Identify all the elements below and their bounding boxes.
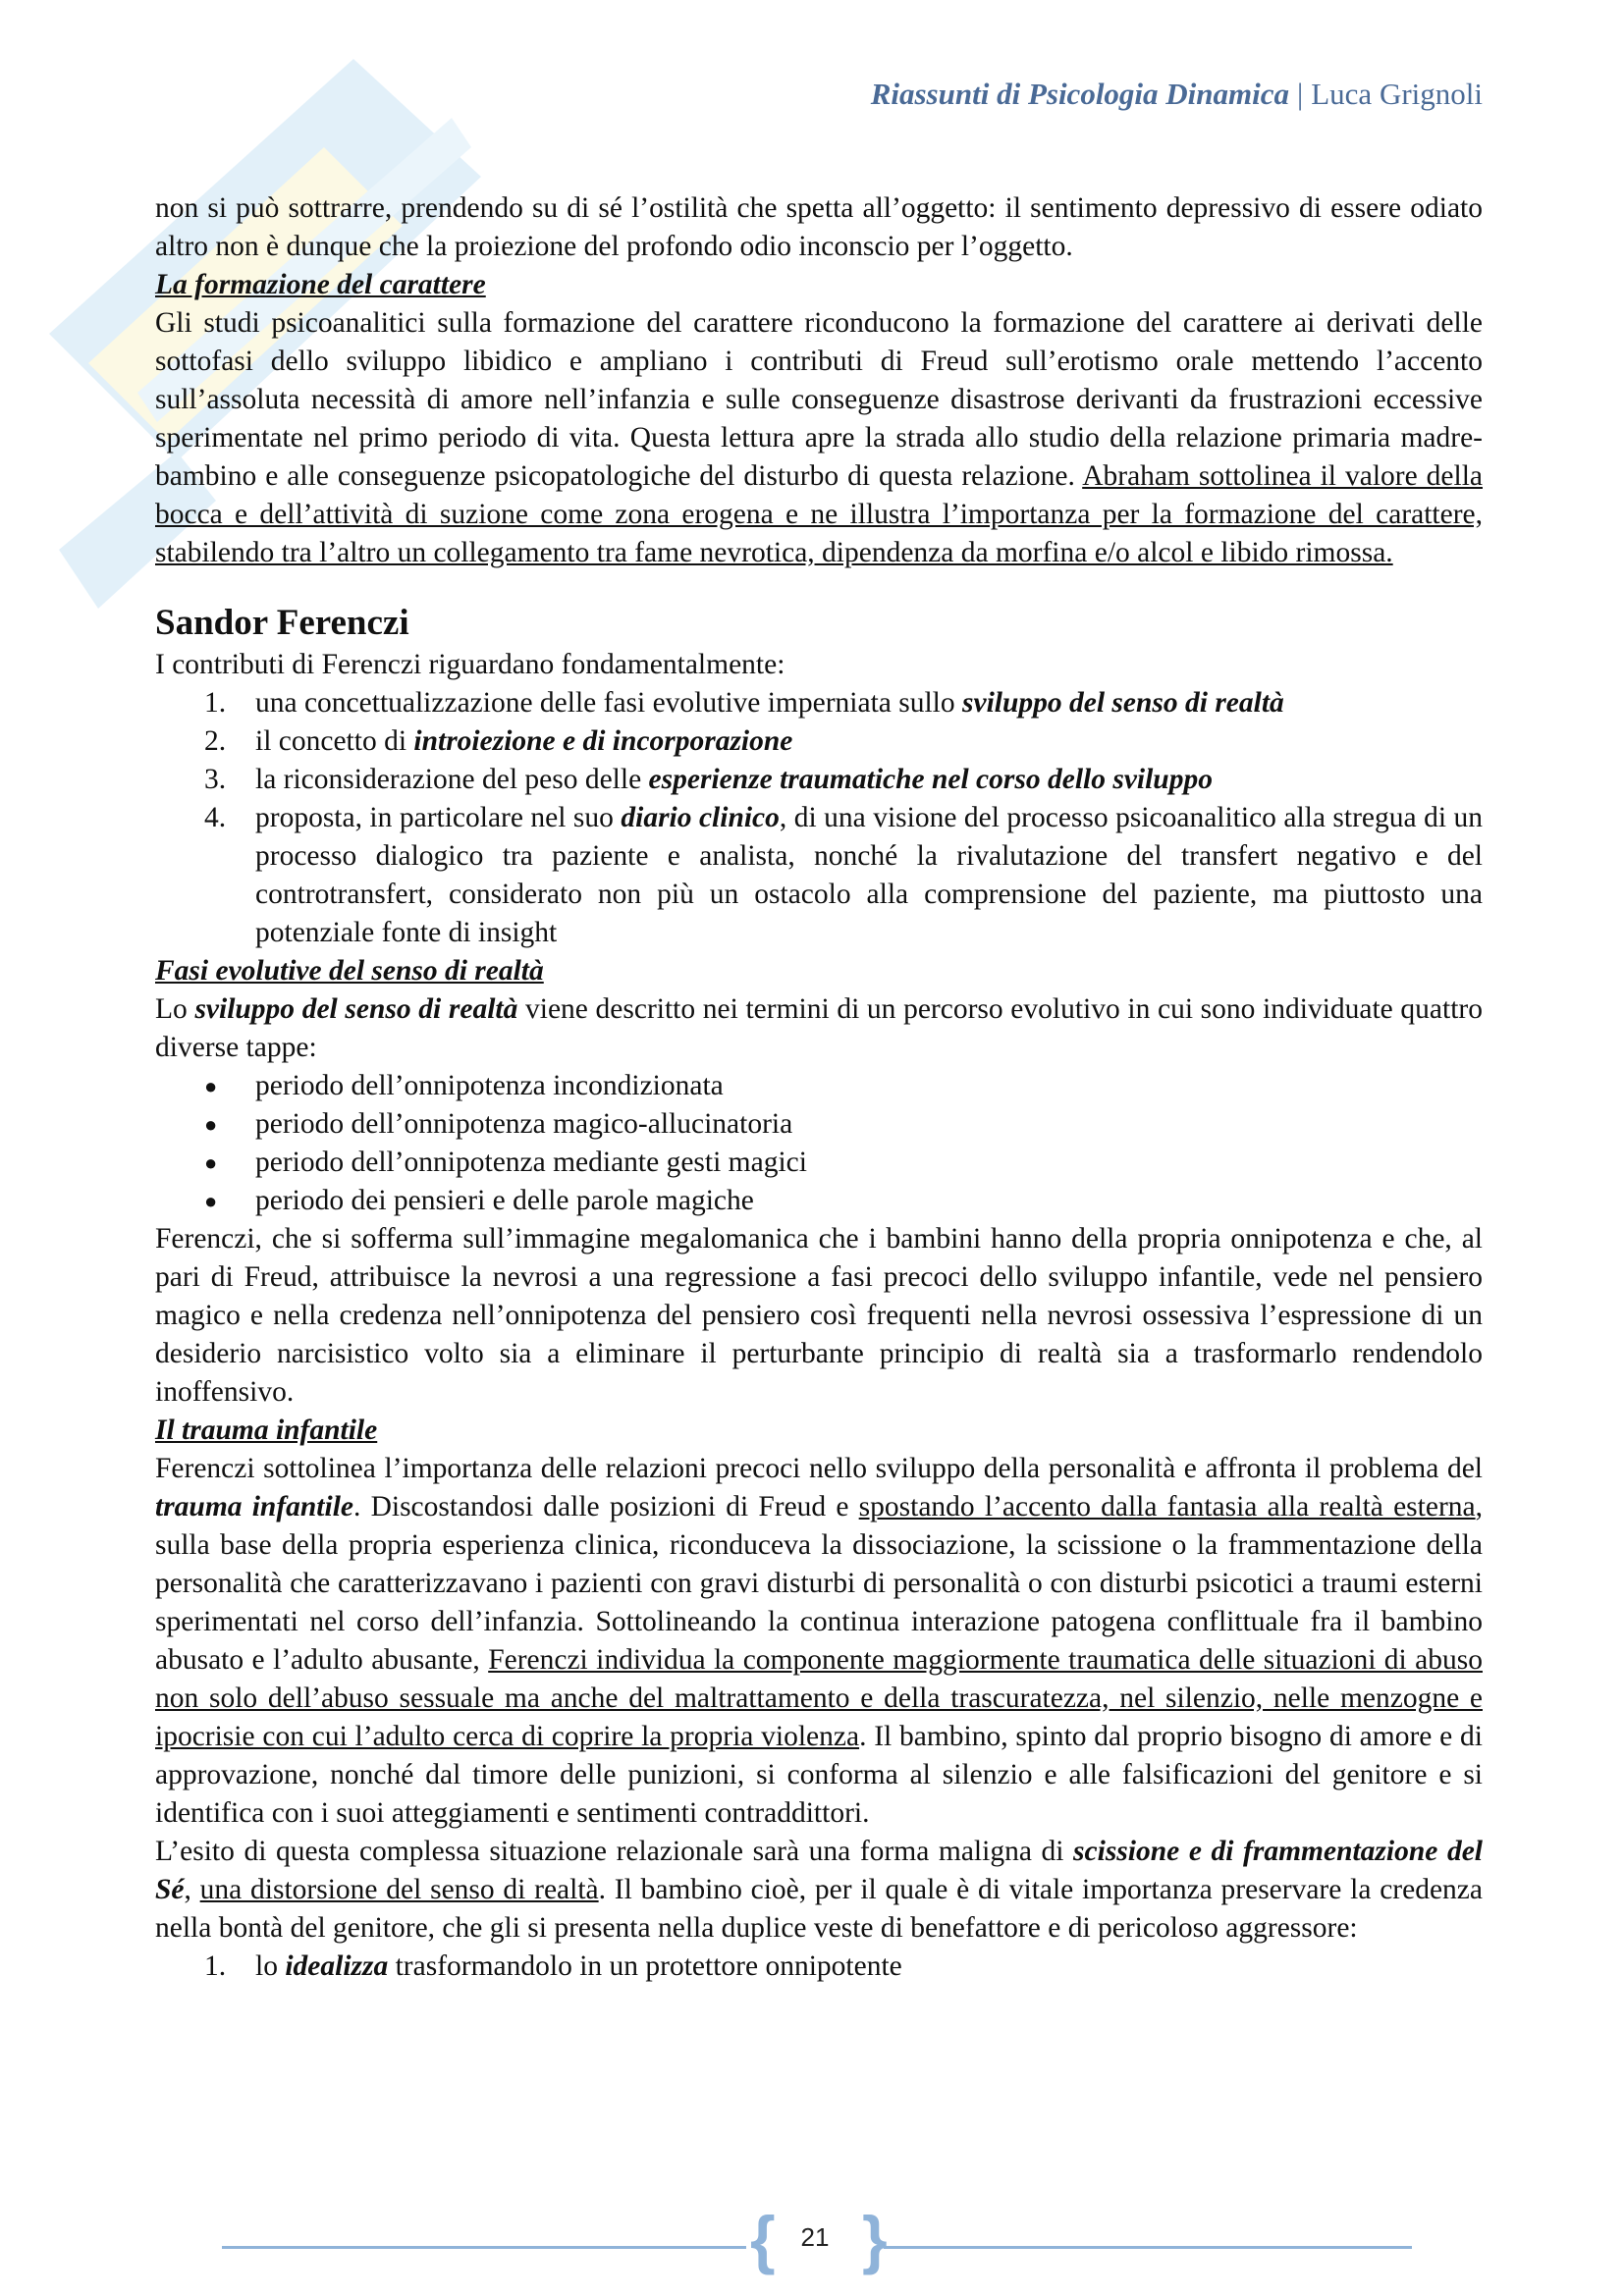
bullet-icon: ●	[204, 1112, 218, 1137]
trauma-underlined: Ferenczi individua la componente maggiormente traumatica delle situazioni di abuso non solo dell’abuso sessuale ma anche del maltrattamento e della trascuratezza, nel silenzio, nelle menzogne e ipocrisie con cui l’adulto cerca di coprire la propria violenza	[155, 1644, 1483, 1752]
trauma-emphasis: trauma infantile	[155, 1491, 353, 1522]
item-emphasis: esperienze traumatiche nel corso dello sviluppo	[648, 764, 1213, 795]
list-item	[155, 1105, 1483, 1144]
footer-brace-left: {	[750, 2203, 776, 2275]
item-text: trasformandolo in un protettore onnipotente	[388, 1950, 902, 1982]
item-text: una concettualizzazione delle fasi evolutive imperniata sullo	[255, 687, 962, 719]
author-name: Luca Grignoli	[1311, 77, 1483, 111]
item-emphasis: sviluppo del senso di realtà	[962, 687, 1284, 719]
list-item	[155, 1948, 1483, 1986]
list-item	[155, 1144, 1483, 1182]
trauma-list	[155, 1948, 1483, 1986]
trauma-underlined: spostando l’accento dalla fantasia alla realtà esterna	[858, 1491, 1476, 1522]
list-item	[155, 684, 1483, 722]
item-text: periodo dell’onnipotenza mediante gesti magici	[255, 1147, 807, 1178]
item-text: periodo dell’onnipotenza magico-allucinatoria	[255, 1108, 793, 1140]
item-text: la riconsiderazione del peso delle	[255, 764, 649, 795]
trauma-text: , sulla base della propria esperienza clinica, riconduceva la dissociazione, la scissione o la frammentazione della personalità che caratterizzavano i pazienti con gravi disturbi di personalità o con disturbi psicotici a traumi esterni sperimentati nel corso dell’infanzia. Sottolineando la continua interazione patogena conflittuale fra il bambino abusato e l’adulto abusante,	[155, 1491, 1483, 1676]
item-text: , di una visione del processo psicoanalitico alla stregua di un processo dialogico tra paziente e analista, nonché la rivalutazione del transfert negativo e del controtransfert, considerato non più un ostacolo alla comprensione del paziente, ma piuttosto una potenziale fonte di insight	[255, 802, 1483, 948]
item-emphasis: introiezione e di incorporazione	[413, 725, 793, 757]
page-content	[155, 189, 1483, 1986]
section-heading-ferenczi: Sandor Ferenczi	[155, 603, 409, 643]
list-number: 4.	[204, 802, 227, 833]
bullet-icon: ●	[204, 1074, 218, 1098]
trauma-text: L’esito di questa complessa situazione relazionale sarà una forma maligna di	[155, 1836, 1074, 1867]
fasi-emphasis: sviluppo del senso di realtà	[194, 993, 518, 1025]
trauma-underlined: una distorsione del senso di realtà	[199, 1874, 599, 1905]
trauma-text: . Il bambino, spinto dal proprio bisogno di amore e di approvazione, nonché dal timore delle punizioni, si conforma al silenzio e alle falsificazioni del genitore e si identifica con i suoi atteggiamenti e sentimenti contraddittori.	[155, 1721, 1483, 1829]
book-title: Riassunti di Psicologia Dinamica	[870, 77, 1290, 111]
page-number: 21	[800, 2222, 830, 2252]
list-number: 1.	[204, 687, 227, 719]
carattere-text: Gli studi psicoanalitici sulla formazione del carattere riconducono la formazione del carattere ai derivati delle sottofasi dello sviluppo libidico e ampliano i contributi di Freud sull’erotismo orale mettendo l’accento sull’assoluta necessità di amore nell’infanzia e sulle conseguenze disastrose derivanti da frustrazioni eccessive sperimentate nel primo periodo di vita. Questa lettura apre la strada allo studio della relazione primaria madre-bambino e alle conseguenze psicopatologiche del disturbo di questa relazione.	[155, 307, 1483, 492]
item-emphasis: idealizza	[285, 1950, 389, 1982]
item-emphasis: diario clinico	[621, 802, 780, 833]
ferenczi-intro: I contributi di Ferenczi riguardano fondamentalmente:	[155, 649, 785, 680]
paragraph-fasi-after: Ferenczi, che si sofferma sull’immagine megalomanica che i bambini hanno della propria onnipotenza e che, al pari di Freud, attribuisce la nevrosi a una regressione a fasi precoci dello sviluppo infantile, vede nel pensiero magico e nella credenza nell’onnipotenza del pensiero così frequenti nella nevrosi ossessiva l’espressione di un desiderio narcisistico volto sia a eliminare il perturbante principio di realtà sia a trasformarlo rendendolo inoffensivo.	[155, 1223, 1483, 1408]
trauma-text: . Il bambino cioè, per il quale è di vitale importanza preservare la credenza nella bontà del genitore, che gli si presenta nella duplice veste di benefattore e di pericoloso aggressore:	[155, 1874, 1483, 1944]
trauma-text: ,	[184, 1874, 200, 1905]
carattere-underlined: Abraham sottolinea il valore della bocca e dell’attività di suzione come zona erogena e ne illustra l’importanza per la formazione del carattere, stabilendo tra l’altro un collegamento tra fame nevrotica, dipendenza da morfina e/o alcol e libido rimossa.	[155, 460, 1483, 568]
item-text: periodo dell’onnipotenza incondizionata	[255, 1070, 724, 1101]
bullet-icon: ●	[204, 1150, 218, 1175]
footer-rule-right	[884, 2246, 1412, 2249]
item-text: il concetto di	[255, 725, 414, 757]
list-number: 1.	[204, 1950, 227, 1982]
trauma-text: . Discostandosi dalle posizioni di Freud e	[353, 1491, 859, 1522]
subheading-trauma: Il trauma infantile	[155, 1415, 378, 1446]
item-text: periodo dei pensieri e delle parole magiche	[255, 1185, 754, 1216]
paragraph-trauma-1	[155, 1450, 1483, 1833]
paragraph-trauma-2	[155, 1833, 1483, 1948]
footer-rule-left	[222, 2246, 746, 2249]
list-item	[155, 1182, 1483, 1220]
header-separator: |	[1297, 77, 1304, 111]
stages-list	[155, 1067, 1483, 1220]
paragraph-fasi	[155, 990, 1483, 1067]
subheading-carattere: La formazione del carattere	[155, 269, 486, 300]
list-item	[155, 1067, 1483, 1105]
page-header	[871, 77, 1483, 112]
paragraph-carattere	[155, 304, 1483, 572]
bullet-icon: ●	[204, 1189, 218, 1213]
trauma-text: Ferenczi sottolinea l’importanza delle relazioni precoci nello sviluppo della personalità e affronta il problema del	[155, 1453, 1483, 1484]
intro-paragraph: non si può sottrarre, prendendo su di sé l’ostilità che spetta all’oggetto: il sentimento depressivo di essere odiato altro non è dunque che la proiezione del profondo odio inconscio per l’oggetto.	[155, 192, 1483, 262]
list-item	[155, 761, 1483, 799]
item-text: proposta, in particolare nel suo	[255, 802, 622, 833]
fasi-text: Lo	[155, 993, 195, 1025]
subheading-fasi: Fasi evolutive del senso di realtà	[155, 955, 544, 987]
footer-brace-right: }	[862, 2203, 888, 2275]
list-number: 3.	[204, 764, 227, 795]
list-item	[155, 722, 1483, 761]
trauma-emphasis: scissione e di frammentazione del Sé	[155, 1836, 1483, 1905]
contributions-list	[155, 684, 1483, 952]
list-number: 2.	[204, 725, 227, 757]
list-item	[155, 799, 1483, 952]
item-text: lo	[255, 1950, 286, 1982]
fasi-text: viene descritto nei termini di un percorso evolutivo in cui sono individuate quattro diverse tappe:	[155, 993, 1483, 1063]
